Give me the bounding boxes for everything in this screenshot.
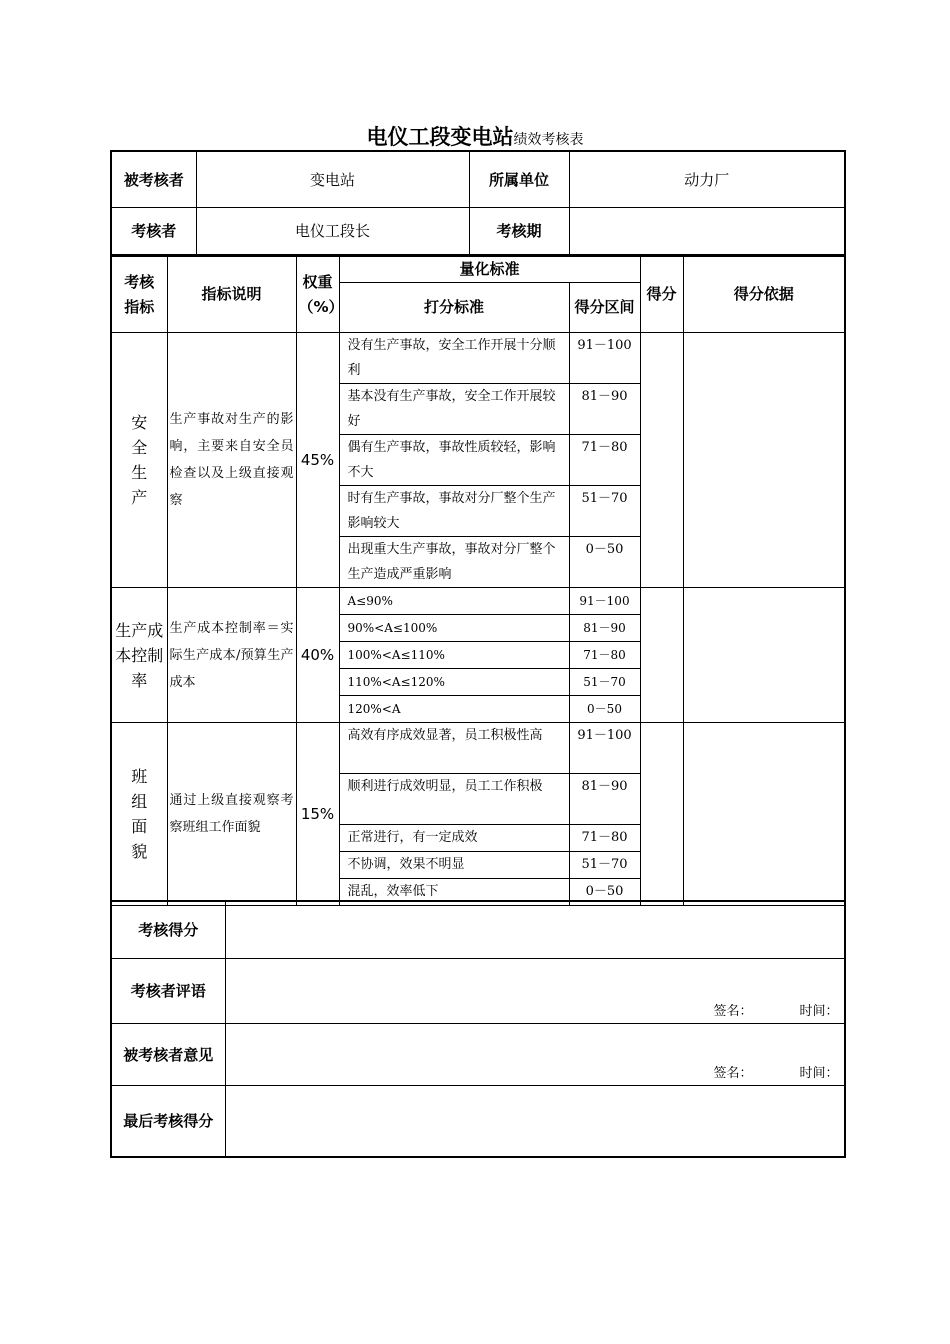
criterion-range: 71－80	[569, 435, 640, 486]
criterion-range: 91－100	[569, 333, 640, 384]
header-scoring-std: 打分标准	[339, 283, 569, 333]
criterion-range: 0－50	[569, 696, 640, 723]
score-cell-safety[interactable]	[640, 333, 683, 588]
criterion-text: 出现重大生产事故，事故对分厂整个生产造成严重影响	[339, 537, 569, 588]
criterion-range: 0－50	[569, 537, 640, 588]
basis-cell-safety[interactable]	[683, 333, 845, 588]
criterion-range: 71－80	[569, 642, 640, 669]
time-label: 时间：	[799, 1003, 839, 1019]
final-score-label: 最后考核得分	[111, 1085, 225, 1157]
score-field[interactable]	[225, 901, 845, 958]
desc-team: 通过上级直接观察考察班组工作面貌	[167, 723, 296, 906]
weight-safety: 45%	[296, 333, 339, 588]
criterion-range: 91－100	[569, 588, 640, 615]
criterion-text: A≤90%	[339, 588, 569, 615]
sign-label: 签名：	[713, 1065, 753, 1081]
category-safety: 安全生产	[111, 333, 167, 588]
header-indicator: 考核指标	[111, 257, 167, 333]
criterion-text: 时有生产事故，事故对分厂整个生产影响较大	[339, 486, 569, 537]
assessment-table	[110, 256, 846, 906]
criterion-range: 71－80	[569, 825, 640, 852]
criterion-range: 81－90	[569, 384, 640, 435]
unit-value: 动力厂	[569, 151, 845, 207]
assessee-opinion-field[interactable]	[225, 1023, 845, 1085]
header-weight: 权重（%）	[296, 257, 339, 333]
weight-cost: 40%	[296, 588, 339, 723]
criterion-text: 正常进行，有一定成效	[339, 825, 569, 852]
criterion-range: 51－70	[569, 669, 640, 696]
basis-cell-cost[interactable]	[683, 588, 845, 723]
criterion-range: 0－50	[569, 879, 640, 906]
criterion-text: 不协调，效果不明显	[339, 852, 569, 879]
score-cell-team[interactable]	[640, 723, 683, 906]
criterion-text: 基本没有生产事故，安全工作开展较好	[339, 384, 569, 435]
assessor-comment-label: 考核者评语	[111, 958, 225, 1023]
period-label: 考核期	[469, 207, 569, 255]
criterion-text: 110%<A≤120%	[339, 669, 569, 696]
sign-label: 签名：	[713, 1003, 753, 1019]
period-value	[569, 207, 845, 255]
header-score-basis: 得分依据	[683, 257, 845, 333]
criterion-range: 51－70	[569, 486, 640, 537]
assessor-value: 电仪工段长	[196, 207, 469, 255]
weight-team: 15%	[296, 723, 339, 906]
criterion-text: 高效有序成效显著，员工积极性高	[339, 723, 569, 774]
criterion-text: 90%<A≤100%	[339, 615, 569, 642]
unit-label: 所属单位	[469, 151, 569, 207]
criterion-text: 顺利进行成效明显，员工工作积极	[339, 774, 569, 825]
title-sub: 绩效考核表	[513, 132, 584, 148]
category-cost: 生产成本控制率	[111, 588, 167, 723]
score-cell-cost[interactable]	[640, 588, 683, 723]
criterion-range: 51－70	[569, 852, 640, 879]
title-main: 电仪工段变电站	[366, 125, 514, 149]
criterion-text: 120%<A	[339, 696, 569, 723]
category-team: 班组面貌	[111, 723, 167, 906]
assessee-opinion-label: 被考核者意见	[111, 1023, 225, 1085]
desc-safety: 生产事故对生产的影响，主要来自安全员检查以及上级直接观察	[167, 333, 296, 588]
criterion-text: 没有生产事故，安全工作开展十分顺利	[339, 333, 569, 384]
assessor-comment-field[interactable]	[225, 958, 845, 1023]
assessee-label: 被考核者	[111, 151, 196, 207]
desc-cost: 生产成本控制率＝实际生产成本/预算生产成本	[167, 588, 296, 723]
header-indicator-desc: 指标说明	[167, 257, 296, 333]
criterion-text: 偶有生产事故，事故性质较轻，影响不大	[339, 435, 569, 486]
info-table	[110, 150, 846, 256]
assessee-value: 变电站	[196, 151, 469, 207]
header-score: 得分	[640, 257, 683, 333]
header-quant: 量化标准	[339, 257, 640, 283]
footer-table	[110, 900, 846, 1158]
criterion-range: 91－100	[569, 723, 640, 774]
basis-cell-team[interactable]	[683, 723, 845, 906]
criterion-range: 81－90	[569, 774, 640, 825]
criterion-range: 81－90	[569, 615, 640, 642]
time-label: 时间：	[799, 1065, 839, 1081]
final-score-field[interactable]	[225, 1085, 845, 1157]
score-label: 考核得分	[111, 901, 225, 958]
criterion-text: 混乱，效率低下	[339, 879, 569, 906]
criterion-text: 100%<A≤110%	[339, 642, 569, 669]
assessor-label: 考核者	[111, 207, 196, 255]
header-score-range: 得分区间	[569, 283, 640, 333]
